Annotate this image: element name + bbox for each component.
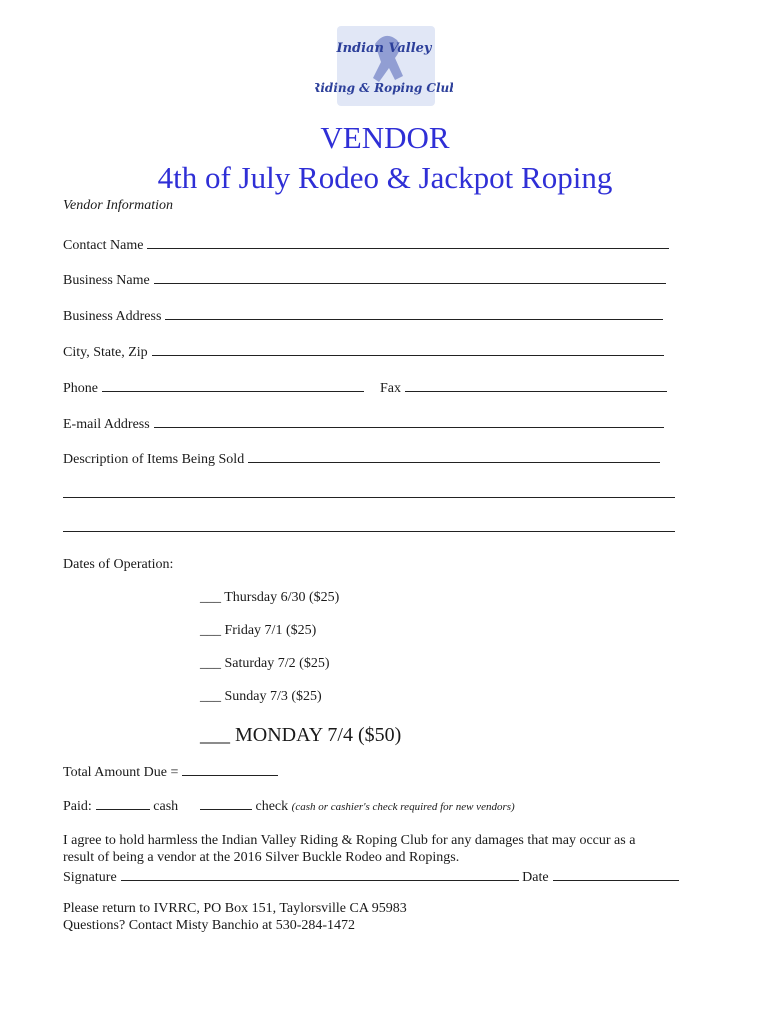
section-label: Vendor Information	[63, 198, 174, 213]
business-name-label: Business Name	[63, 273, 150, 288]
email-label: E-mail Address	[63, 417, 150, 432]
friday-option[interactable]	[200, 622, 316, 640]
fax-label: Fax	[380, 381, 401, 396]
phone-field[interactable]	[102, 377, 364, 392]
monday-option[interactable]	[200, 722, 401, 748]
date-field[interactable]	[553, 866, 679, 881]
sunday-label: Sunday 7/3 ($25)	[224, 689, 322, 704]
description-label: Description of Items Being Sold	[63, 452, 245, 467]
business-address-row	[63, 305, 663, 326]
dates-label: Dates of Operation:	[63, 557, 174, 572]
saturday-blank[interactable]: ___	[200, 656, 221, 671]
total-row	[63, 761, 278, 782]
thursday-blank[interactable]: ___	[200, 590, 221, 605]
signature-field[interactable]	[121, 866, 519, 881]
monday-blank[interactable]: ___	[200, 724, 230, 746]
fax-field[interactable]	[405, 377, 667, 392]
description-row	[63, 448, 660, 469]
description-line-3[interactable]	[63, 531, 675, 532]
phone-row	[63, 377, 364, 398]
friday-label: Friday 7/1 ($25)	[224, 623, 317, 638]
description-line-2[interactable]	[63, 497, 675, 498]
paid-row	[63, 795, 178, 816]
saturday-label: Saturday 7/2 ($25)	[224, 656, 330, 671]
total-label: Total Amount Due =	[63, 765, 179, 780]
description-field[interactable]	[248, 448, 660, 463]
cash-label: cash	[153, 799, 179, 814]
cash-blank[interactable]	[96, 795, 150, 810]
signature-label: Signature	[63, 870, 117, 885]
business-name-row	[63, 269, 666, 290]
city-state-zip-field[interactable]	[152, 341, 664, 356]
signature-row	[63, 866, 679, 886]
return-address: Please return to IVRRC, PO Box 151, Taylorsville CA 95983	[63, 901, 407, 916]
contact-line: Questions? Contact Misty Banchio at 530-284-1472	[63, 918, 356, 933]
date-label: Date	[522, 870, 549, 885]
check-row	[200, 795, 515, 816]
agreement-line1: I agree to hold harmless the Indian Valley Riding & Roping Club for any damages that may occur as a	[63, 833, 636, 848]
sunday-option[interactable]	[200, 688, 322, 706]
contact-name-label: Contact Name	[63, 238, 144, 253]
club-logo	[315, 26, 453, 106]
total-amount-field[interactable]	[182, 761, 278, 776]
agreement-line2: result of being a vendor at the 2016 Silver Buckle Rodeo and Ropings.	[63, 850, 460, 865]
payment-note: (cash or cashier's check required for new vendors)	[291, 801, 515, 813]
business-address-field[interactable]	[165, 305, 663, 320]
fax-row	[380, 377, 667, 398]
thursday-label: Thursday 6/30 ($25)	[224, 590, 340, 605]
city-state-zip-label: City, State, Zip	[63, 345, 148, 360]
contact-name-field[interactable]	[147, 234, 669, 249]
sunday-blank[interactable]: ___	[200, 689, 221, 704]
logo-line1: Indian Valley	[336, 41, 432, 56]
paid-label: Paid:	[63, 799, 92, 814]
monday-label: MONDAY 7/4 ($50)	[235, 724, 402, 746]
business-name-field[interactable]	[154, 269, 666, 284]
logo-line2: Riding & Roping Club	[315, 81, 453, 95]
friday-blank[interactable]: ___	[200, 623, 221, 638]
page-subtitle: 4th of July Rodeo & Jackpot Roping	[157, 160, 613, 195]
saturday-option[interactable]	[200, 655, 329, 673]
check-blank[interactable]	[200, 795, 252, 810]
thursday-option[interactable]	[200, 589, 339, 607]
city-state-zip-row	[63, 341, 664, 362]
check-label: check	[255, 799, 289, 814]
email-field[interactable]	[154, 413, 664, 428]
phone-label: Phone	[63, 381, 98, 396]
business-address-label: Business Address	[63, 309, 162, 324]
email-row	[63, 413, 664, 434]
page-title: VENDOR	[320, 120, 450, 155]
contact-name-row	[63, 234, 669, 255]
